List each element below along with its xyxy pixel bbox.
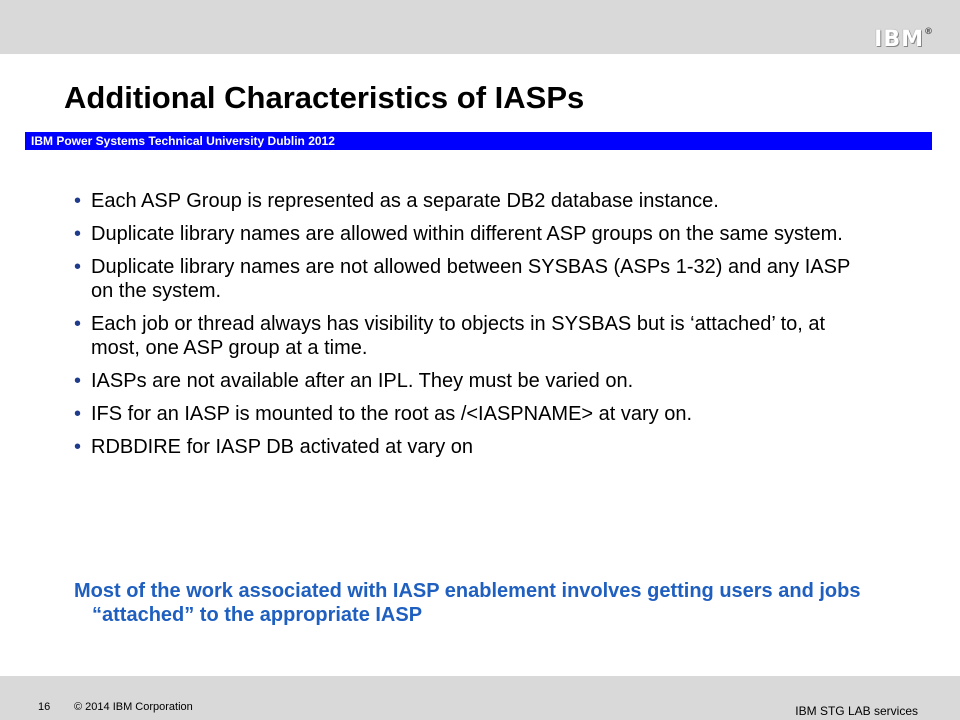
bullet-text: RDBDIRE for IASP DB activated at vary on <box>91 436 474 458</box>
bullet-icon: • <box>74 403 82 425</box>
bullet-text: Each job or thread always has visibility to objects in SYSBAS but is ‘attached’ to, at most, one ASP group at a time. <box>91 313 826 359</box>
bullet-item <box>74 369 864 393</box>
bullet-item <box>74 435 864 459</box>
bullet-item <box>74 222 864 246</box>
ibm-logo-text: IBM <box>874 27 924 52</box>
bullet-icon: • <box>74 313 82 335</box>
key-takeaway-note: Most of the work associated with IASP enablement involves getting users and jobs “attached” to the appropriate IASP <box>74 580 861 626</box>
conference-banner <box>25 132 932 150</box>
header-band <box>0 0 960 54</box>
bullet-text: Duplicate library names are not allowed between SYSBAS (ASPs 1-32) and any IASP on the system. <box>91 256 850 302</box>
bullet-text: Each ASP Group is represented as a separate DB2 database instance. <box>91 190 719 212</box>
bullet-icon: • <box>74 436 82 458</box>
bullet-item <box>74 402 864 426</box>
bullet-icon: • <box>74 223 82 245</box>
bullet-item <box>74 312 864 360</box>
conference-label: IBM Power Systems Technical University Dublin 2012 <box>31 134 335 148</box>
bullet-list <box>74 189 864 468</box>
slide-title: Additional Characteristics of IASPs <box>64 80 585 115</box>
bullet-text: Duplicate library names are allowed within different ASP groups on the same system. <box>91 223 843 245</box>
bullet-text: IASPs are not available after an IPL. They must be varied on. <box>91 370 634 392</box>
footer-band <box>0 676 960 720</box>
page-number: 16 <box>38 701 51 713</box>
bullet-item <box>74 189 864 213</box>
ibm-logo <box>874 27 934 52</box>
bullet-item <box>74 255 864 303</box>
registered-mark: ® <box>924 27 934 37</box>
bullet-text: IFS for an IASP is mounted to the root as /<IASPNAME> at vary on. <box>91 403 693 425</box>
footer-org-label: IBM STG LAB services <box>795 704 918 718</box>
bullet-icon: • <box>74 190 82 212</box>
bullet-icon: • <box>74 256 82 278</box>
bullet-icon: • <box>74 370 82 392</box>
copyright-text: © 2014 IBM Corporation <box>74 701 193 713</box>
